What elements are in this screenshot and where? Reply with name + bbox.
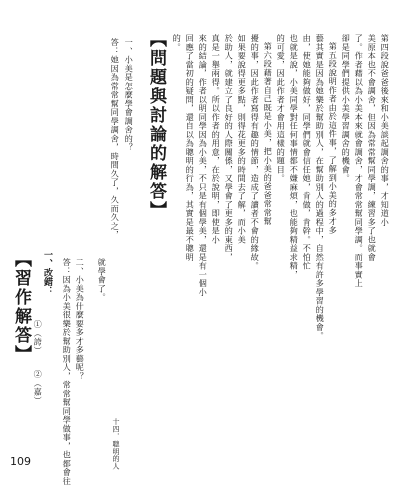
question-text: 二、小美為什麼要多才多藝呢？ <box>75 258 86 381</box>
text-column: 第五段說明作者由於這件事，了解到小美的多才多 <box>328 42 339 235</box>
footnote: 十四．聰明的人 <box>112 418 120 470</box>
text-column: 由，使她能夠做好，同學們就會信任她，肯做，肯幹。不怕忙 <box>302 34 313 271</box>
text-column: 回應了當初的疑問，還自以為聰明的行為，其實是最不聰明 <box>185 34 196 262</box>
text-column: 的可愛，因此作者才會用這樣的題目。 <box>276 34 287 183</box>
text-column: 也就是說，小美同學對任何事情都不嫌麻煩，也能夠精益求精， <box>289 34 300 279</box>
text-column: 的。 <box>172 34 183 52</box>
answer-text: 就學會了。 <box>97 258 108 302</box>
exercise-item: ①（誇） <box>33 320 44 355</box>
answer-text: 答：因為小美很樂於幫助別人，常常幫同學做事，也都會往 <box>62 258 73 486</box>
text-column: 卻是同學們提供小美學習調舍的機會。 <box>341 34 352 183</box>
text-column: 於助人，就建立了良好的人際關係，又學會了更多的東西， <box>224 34 235 262</box>
section-title-exercise: 【習作解答】 <box>11 250 31 364</box>
text-column: 美原本也不會調舍，但因為常常幫同學調，練習多了也就會 <box>367 34 378 262</box>
exercise-label: 一、改錯： <box>42 250 52 295</box>
text-column: 第六段藉著自己既是小美，把小美的爸爸常常幫 <box>263 42 274 226</box>
page-number: 109 <box>10 455 31 468</box>
exercise-item: ②（嘉） <box>33 370 44 405</box>
question-text: 一、小美是怎麼學會調舍的？ <box>124 38 135 152</box>
section-title-discussion: 【問題與討論的解答】 <box>146 30 166 220</box>
text-column: 擾的事，因此作者寫得有趣的情節，造成了讀者不會的緣故。 <box>250 34 261 271</box>
answer-text: 答：她因為常常幫同學調舍，時間久了，久而久之， <box>110 38 121 240</box>
text-column: 了。作者藉以為小美本來就會調舍，才會常常幫同學調。而事實上 <box>354 34 365 288</box>
text-column: 藝其實是因為她樂於幫助別人，在幫助別人的過程中，自然有許多學習的機會。 <box>315 34 326 341</box>
text-column: 來的結論，作者以明同學因為小美，不只是有個學美，還是有一個小 <box>198 34 209 297</box>
text-column: 第四段說爸爸後來和小美談起調舍的事，才知道小 <box>380 34 391 227</box>
text-column: 如果要說得更多點，則得花更多的時間去了解，而小美 <box>237 34 248 244</box>
text-column: 真是一舉兩得。所以作者的用意，在於說明，即使是小 <box>211 34 222 244</box>
